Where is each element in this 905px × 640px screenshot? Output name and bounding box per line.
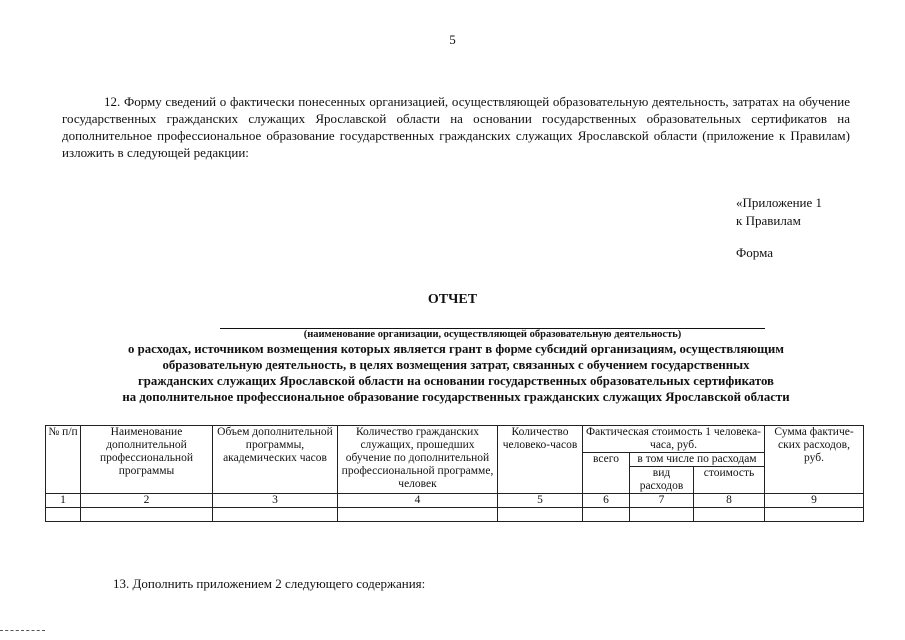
- header-total: всего: [583, 453, 630, 494]
- organization-caption: (наименование организации, осуществляющей образовательную деятельность): [303, 329, 682, 340]
- table-cell: [694, 508, 765, 522]
- column-number: 9: [765, 494, 864, 508]
- column-number: 4: [338, 494, 498, 508]
- appendix-note-line1: «Приложение 1: [736, 195, 823, 210]
- header-number: № п/п: [46, 426, 81, 494]
- paragraph-12-text: 12. Форму сведений о фактически понесенных организацией, осуществляющей образовательную деятельность, затратах на обучение государственных гражданских служащих Ярославской области на основании государственных образовательных сертификатов на дополнительное профессиональное образование государственных гражданских служащих Ярославской области (приложение к Правилам) изложить в следующей редакции:: [62, 94, 850, 160]
- column-number: 2: [81, 494, 213, 508]
- report-title: ОТЧЕТ: [427, 292, 478, 307]
- paragraph-12: [62, 93, 850, 161]
- subtitle-line: о расходах, источником возмещения которых является грант в форме субсидий организациям, осуществляющим: [128, 342, 784, 356]
- appendix-note-line2: к Правилам: [736, 213, 801, 228]
- table-cell: [46, 508, 81, 522]
- column-number: 3: [213, 494, 338, 508]
- appendix-note: [736, 194, 822, 230]
- header-person-hours: Количество человеко-часов: [498, 426, 583, 494]
- table-cell: [338, 508, 498, 522]
- table-cell: [765, 508, 864, 522]
- table-cell: [81, 508, 213, 522]
- form-label: Форма: [736, 245, 773, 260]
- header-actual-cost: Фактическая стоимость 1 человека-часа, руб.: [583, 426, 765, 453]
- header-program-name: Наименование дополнительной профессиональной программы: [81, 426, 213, 494]
- header-including: в том числе по расходам: [630, 453, 765, 467]
- header-employee-count: Количество гражданских служащих, прошедших обучение по дополнительной профессиональной программе, человек: [338, 426, 498, 494]
- table-cell: [498, 508, 583, 522]
- column-number: 5: [498, 494, 583, 508]
- table-row: [46, 508, 864, 522]
- column-number: 7: [630, 494, 694, 508]
- report-table: [45, 425, 864, 522]
- column-number: 8: [694, 494, 765, 508]
- header-total-expenses: Сумма фактиче-ских расходов, руб.: [765, 426, 864, 494]
- header-program-volume: Объем дополнительной программы, академических часов: [213, 426, 338, 494]
- table-cell: [213, 508, 338, 522]
- table-cell: [630, 508, 694, 522]
- column-number: 1: [46, 494, 81, 508]
- column-number: 6: [583, 494, 630, 508]
- table-cell: [583, 508, 630, 522]
- page-number: 5: [449, 32, 456, 47]
- header-cost: стоимость: [694, 467, 765, 494]
- column-numbers-row: [46, 494, 864, 508]
- header-expense-type: вид расходов: [630, 467, 694, 494]
- paragraph-13: 13. Дополнить приложением 2 следующего содержания:: [113, 576, 426, 591]
- footer-divider: [0, 630, 45, 631]
- subtitle-line: образовательную деятельность, в целях возмещения затрат, связанных с обучением государственных: [162, 358, 750, 372]
- report-subtitle: [52, 341, 860, 405]
- subtitle-line: гражданских служащих Ярославской области на основании государственных образовательных сертификатов: [138, 374, 774, 388]
- subtitle-line: на дополнительное профессиональное образование государственных гражданских служащих Ярославской области: [122, 390, 790, 404]
